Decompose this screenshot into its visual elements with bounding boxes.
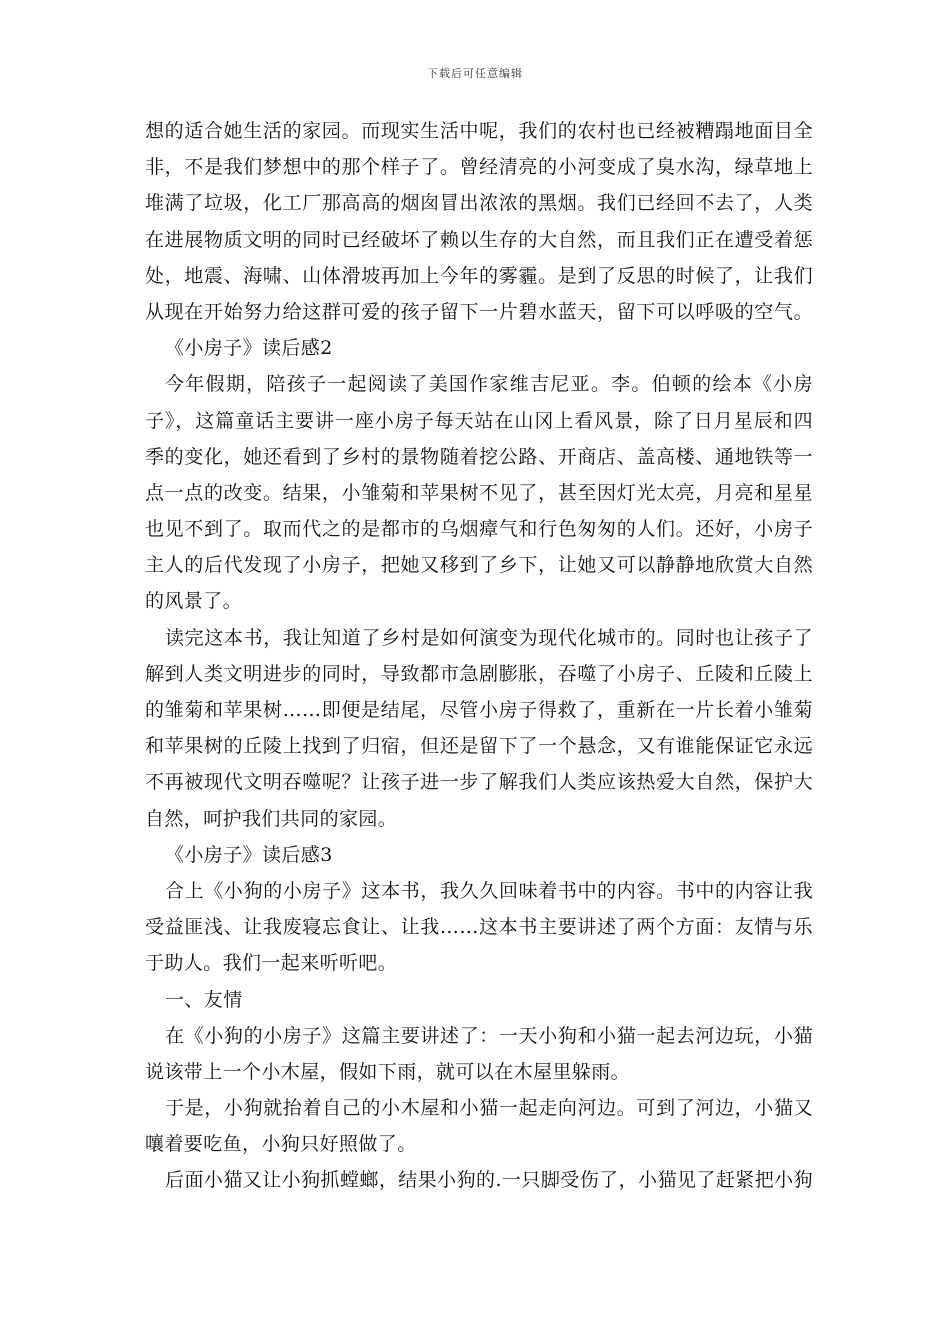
text-line: 合上《小狗的小房子》这本书，我久久回味着书中的内容。书中的内容让我 [165,879,813,902]
text-line: 的风景了。 [145,590,243,613]
text-line: 读完这本书，我让知道了乡村是如何演变为现代化城市的。同时也让孩子了 [165,626,813,649]
text-line: 于助人。我们一起来听听吧。 [145,952,398,975]
text-line: 说该带上一个小木屋，假如下雨，就可以在木屋里躲雨。 [145,1060,631,1083]
text-line: 主人的后代发现了小房子，把她又移到了乡下，让她又可以静静地欣赏大自然 [145,554,813,577]
text-line: 在《小狗的小房子》这篇主要讲述了：一天小狗和小猫一起去河边玩，小猫 [165,1024,813,1047]
text-line: 想的适合她生活的家园。而现实生活中呢，我们的农村也已经被糟蹋地面目全 [145,120,813,142]
subsection-heading: 一、友情 [165,988,243,1011]
page-header-note: 下载后可任意编辑 [427,67,523,80]
text-line: 后面小猫又让小狗抓螳螂，结果小狗的.一只脚受伤了，小猫见了赶紧把小狗 [165,1169,813,1192]
text-line: 堆满了垃圾，化工厂那高高的烟囱冒出浓浓的黑烟。我们已经回不去了，人类 [145,192,813,215]
text-line: 点一点的改变。结果，小雏菊和苹果树不见了，甚至因灯光太亮，月亮和星星 [145,481,813,504]
text-line: 子》，这篇童话主要讲一座小房子每天站在山冈上看风景，除了日月星辰和四 [145,409,813,432]
text-line: 今年假期，陪孩子一起阅读了美国作家维吉尼亚。李。伯顿的绘本《小房 [165,373,813,396]
section-heading: 《小房子》读后感3 [165,843,333,866]
text-line: 不再被现代文明吞噬呢？让孩子进一步了解我们人类应该热爱大自然，保护大 [145,771,813,794]
text-line: 处，地震、海啸、山体滑坡再加上今年的雾霾。是到了反思的时候了，让我们 [145,264,813,287]
text-line: 非，不是我们梦想中的那个样子了。曾经清亮的小河变成了臭水沟，绿草地上 [145,156,813,179]
text-line: 受益匪浅、让我废寝忘食让、让我……这本书主要讲述了两个方面：友情与乐 [145,916,813,939]
document-body [145,113,813,1199]
text-line: 和苹果树的丘陵上找到了归宿，但还是留下了一个悬念，又有谁能保证它永远 [145,735,813,758]
text-line: 在进展物质文明的同时已经破坏了赖以生存的大自然，而且我们正在遭受着惩 [145,228,813,251]
text-line: 季的变化，她还看到了乡村的景物随着挖公路、开商店、盖高楼、通地铁等一 [145,445,813,468]
text-line: 解到人类文明进步的同时，导致都市急剧膨胀，吞噬了小房子、丘陵和丘陵上 [145,662,813,685]
text-line: 于是，小狗就抬着自己的小木屋和小猫一起走向河边。可到了河边，小猫又 [165,1097,813,1120]
text-line: 也见不到了。取而代之的是都市的乌烟瘴气和行色匆匆的人们。还好，小房子 [145,518,813,541]
text-line: 自然，呵护我们共同的家园。 [145,807,398,830]
section-heading: 《小房子》读后感2 [165,337,333,360]
text-line: 的雏菊和苹果树……即便是结尾，尽管小房子得救了，重新在一片长着小雏菊 [145,699,813,721]
text-line: 嚷着要吃鱼，小狗只好照做了。 [145,1133,417,1156]
text-line: 从现在开始努力给这群可爱的孩子留下一片碧水蓝天，留下可以呼吸的空气。 [145,300,813,323]
